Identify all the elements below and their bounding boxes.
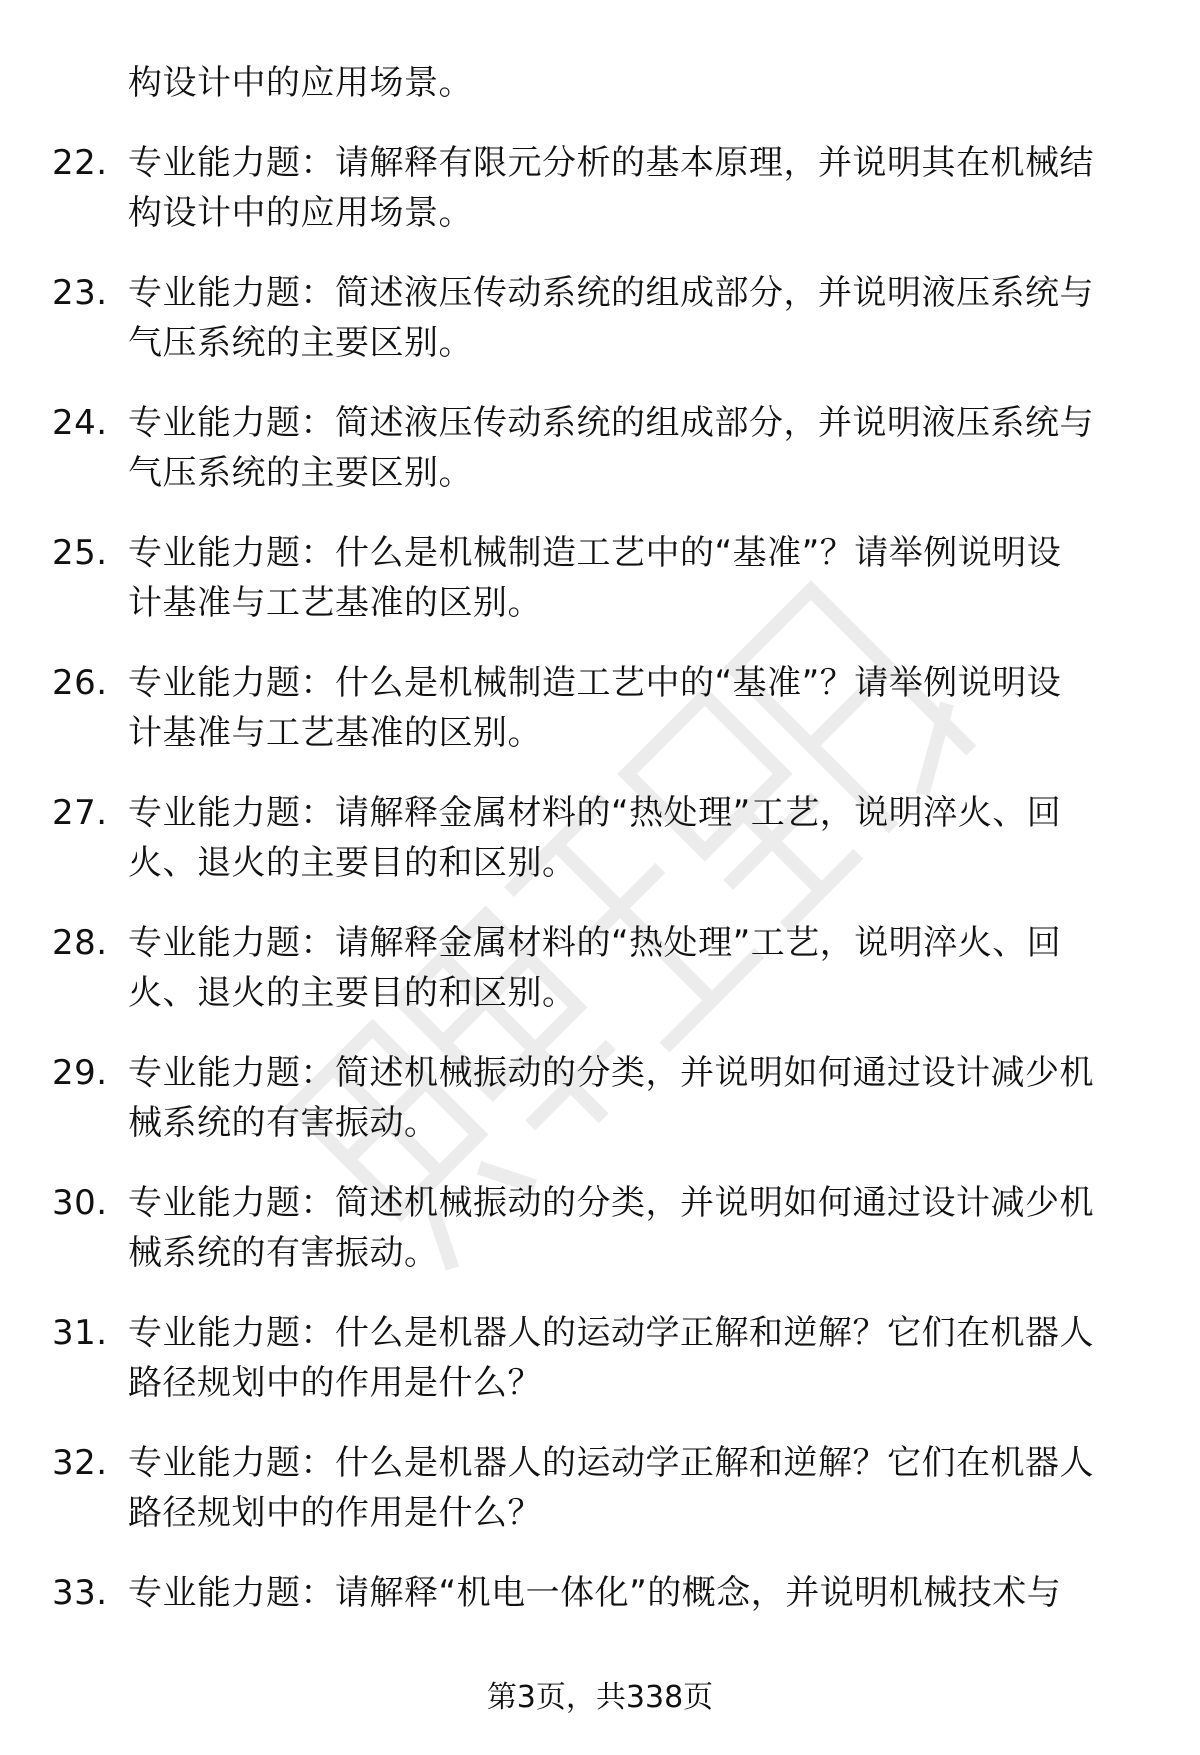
question-number: 31. bbox=[52, 1313, 108, 1353]
question-text-line: 专业能力题：简述液压传动系统的组成部分，并说明液压系统与 bbox=[128, 273, 1094, 313]
question-number: 24. bbox=[52, 403, 108, 443]
question-text-line: 械系统的有害振动。 bbox=[128, 1233, 439, 1273]
question-text bbox=[128, 398, 1148, 498]
question-text-line: 专业能力题：简述机械振动的分类，并说明如何通过设计减少机 bbox=[128, 1183, 1094, 1223]
question-text-line: 路径规划中的作用是什么？ bbox=[128, 1493, 542, 1533]
continuation-line: 构设计中的应用场景。 bbox=[128, 63, 473, 103]
question-text bbox=[128, 1568, 1148, 1618]
question-text-line: 专业能力题：请解释金属材料的“热处理”工艺，说明淬火、回 bbox=[128, 793, 1062, 833]
question-text-line: 专业能力题：请解释“机电一体化”的概念，并说明机械技术与 bbox=[128, 1573, 1062, 1613]
question-text bbox=[128, 268, 1148, 368]
question-text-line: 专业能力题：什么是机器人的运动学正解和逆解？它们在机器人 bbox=[128, 1443, 1094, 1483]
page-footer: 第3页，共338页 bbox=[486, 1680, 714, 1715]
question-item bbox=[52, 1308, 1148, 1408]
question-text-line: 气压系统的主要区别。 bbox=[128, 453, 473, 493]
question-text bbox=[128, 1178, 1148, 1278]
question-number: 32. bbox=[52, 1443, 108, 1483]
question-item bbox=[52, 788, 1148, 888]
question-item bbox=[52, 1178, 1148, 1278]
question-text-line: 械系统的有害振动。 bbox=[128, 1103, 439, 1143]
question-item bbox=[52, 918, 1148, 1018]
question-text-line: 专业能力题：简述机械振动的分类，并说明如何通过设计减少机 bbox=[128, 1053, 1094, 1093]
question-number: 29. bbox=[52, 1053, 108, 1093]
question-item bbox=[52, 658, 1148, 758]
question-text bbox=[128, 918, 1148, 1018]
question-text-line: 火、退火的主要目的和区别。 bbox=[128, 973, 577, 1013]
question-item bbox=[52, 398, 1148, 498]
question-text bbox=[128, 138, 1148, 238]
question-text-line: 专业能力题：简述液压传动系统的组成部分，并说明液压系统与 bbox=[128, 403, 1094, 443]
question-list bbox=[52, 58, 1148, 1618]
question-text bbox=[128, 1048, 1148, 1148]
question-item bbox=[52, 268, 1148, 368]
question-number: 28. bbox=[52, 923, 108, 963]
question-text-line: 计基准与工艺基准的区别。 bbox=[128, 583, 542, 623]
question-text-line: 路径规划中的作用是什么？ bbox=[128, 1363, 542, 1403]
question-text-line: 计基准与工艺基准的区别。 bbox=[128, 713, 542, 753]
question-item bbox=[52, 528, 1148, 628]
question-text-line: 专业能力题：什么是机器人的运动学正解和逆解？它们在机器人 bbox=[128, 1313, 1094, 1353]
question-number: 26. bbox=[52, 663, 108, 703]
question-text-line: 火、退火的主要目的和区别。 bbox=[128, 843, 577, 883]
question-number: 33. bbox=[52, 1573, 108, 1613]
question-text-line: 专业能力题：请解释有限元分析的基本原理，并说明其在机械结 bbox=[128, 143, 1094, 183]
question-item bbox=[52, 1048, 1148, 1148]
question-text bbox=[128, 658, 1148, 758]
question-text-line: 专业能力题：什么是机械制造工艺中的“基准”？请举例说明设 bbox=[128, 533, 1062, 573]
question-item bbox=[52, 1438, 1148, 1538]
question-number: 27. bbox=[52, 793, 108, 833]
question-number: 22. bbox=[52, 143, 108, 183]
question-text bbox=[128, 788, 1148, 888]
question-text bbox=[128, 1308, 1148, 1408]
question-text-line: 专业能力题：什么是机械制造工艺中的“基准”？请举例说明设 bbox=[128, 663, 1062, 703]
question-number: 30. bbox=[52, 1183, 108, 1223]
question-item bbox=[52, 138, 1148, 238]
question-text-line: 专业能力题：请解释金属材料的“热处理”工艺，说明淬火、回 bbox=[128, 923, 1062, 963]
question-number: 23. bbox=[52, 273, 108, 313]
question-number: 25. bbox=[52, 533, 108, 573]
question-text-line: 构设计中的应用场景。 bbox=[128, 193, 473, 233]
question-text bbox=[128, 1438, 1148, 1538]
question-item bbox=[52, 1568, 1148, 1618]
question-text-line: 气压系统的主要区别。 bbox=[128, 323, 473, 363]
question-text bbox=[128, 528, 1148, 628]
